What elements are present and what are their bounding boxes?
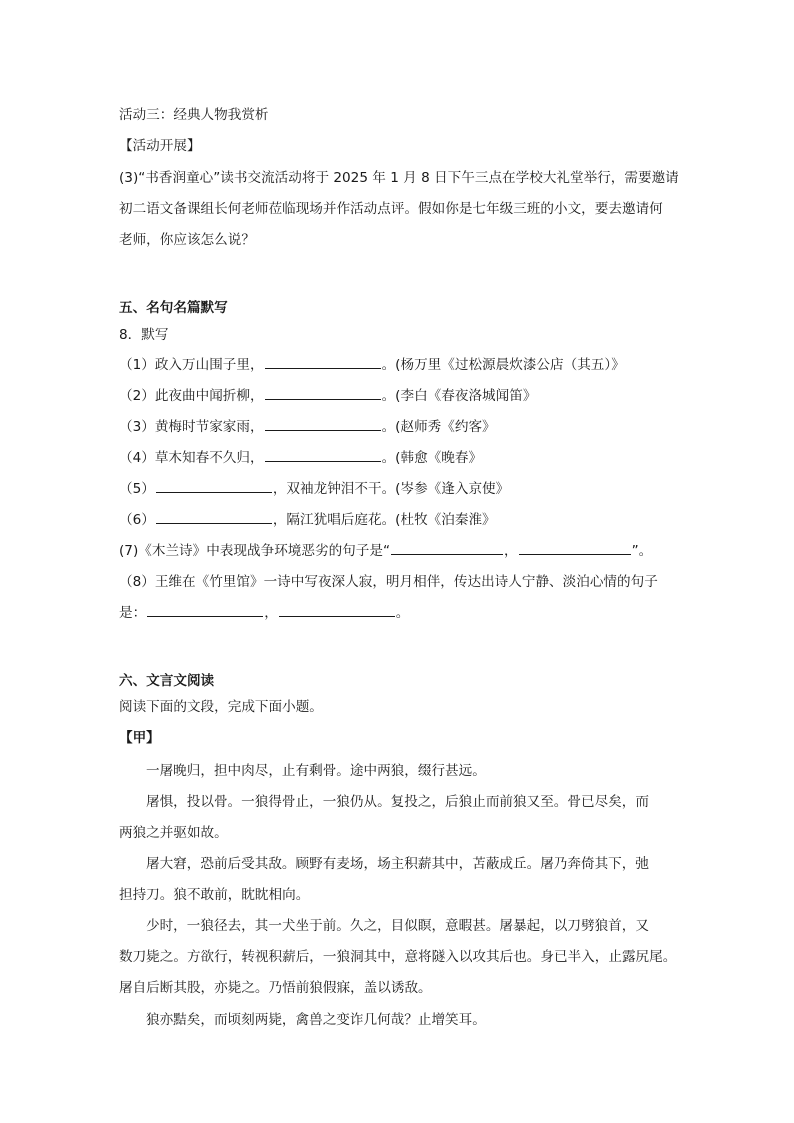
dictation-item-8-line-2	[119, 601, 409, 621]
answer-blank[interactable]	[265, 355, 381, 369]
passage-paragraph-3-line-1: 屠大窘，恐前后受其敌。顾野有麦场，场主积薪其中，苫蔽成丘。屠乃奔倚其下，弛	[146, 856, 649, 872]
item-text-after: ，隔江犹唱后庭花。(杜牧《泊秦淮》	[272, 512, 496, 528]
dictation-item-3	[119, 415, 496, 435]
reading-instruction: 阅读下面的文段，完成下面小题。	[119, 699, 323, 715]
item-text-before: （2）此夜曲中闻折柳，	[119, 388, 264, 404]
passage-paragraph-4-line-2: 数刀毙之。方欲行，转视积薪后，一狼洞其中，意将隧入以攻其后也。身已半入，止露尻尾。	[119, 949, 677, 965]
answer-blank[interactable]	[265, 417, 381, 431]
passage-jia-label: 【甲】	[119, 730, 160, 746]
dictation-item-1	[119, 353, 625, 373]
item-text-after: ，双袖龙钟泪不干。(岑参《逢入京使》	[272, 481, 510, 497]
item-text-after: ”。	[631, 543, 653, 559]
section-6-heading: 六、文言文阅读	[119, 673, 215, 689]
dictation-item-8-line-1: （8）王维在《竹里馆》一诗中写夜深人寂，明月相伴，传达出诗人宁静、淡泊心情的句子	[119, 574, 658, 590]
dictation-item-2	[119, 384, 536, 404]
answer-blank[interactable]	[265, 386, 381, 400]
item-text-after: 。(杨万里《过松源晨炊漆公店（其五）》	[381, 357, 625, 373]
section-5-heading: 五、名句名篇默写	[119, 300, 228, 316]
question-3-line-3: 老师，你应该怎么说？	[119, 232, 255, 248]
passage-paragraph-4-line-1: 少时，一狼径去，其一犬坐于前。久之，目似瞑，意暇甚。屠暴起，以刀劈狼首，又	[146, 918, 649, 934]
item-text-before: （4）草木知春不久归，	[119, 450, 264, 466]
passage-paragraph-2-line-1: 屠惧，投以骨。一狼得骨止，一狼仍从。复投之，后狼止而前狼又至。骨已尽矣，而	[146, 794, 649, 810]
answer-blank[interactable]	[279, 603, 395, 617]
dictation-item-6	[119, 508, 496, 528]
item-text-mid: ，	[503, 543, 518, 559]
passage-paragraph-1: 一屠晚归，担中肉尽，止有剩骨。途中两狼，缀行甚远。	[146, 763, 486, 779]
question-8-label: 8．默写	[119, 327, 169, 343]
passage-paragraph-3-line-2: 担持刀。狼不敢前，眈眈相向。	[119, 887, 310, 903]
dictation-item-4	[119, 446, 482, 466]
item-text-before: (7)《木兰诗》中表现战争环境恶劣的句子是“	[119, 543, 390, 559]
item-text-before: 是：	[119, 605, 147, 621]
passage-paragraph-2-line-2: 两狼之并驱如故。	[119, 825, 228, 841]
question-3-line-1: (3)“书香润童心”读书交流活动将于 2025 年 1 月 8 日下午三点在学校大礼堂举行，需要邀请	[119, 170, 679, 186]
item-text-before: （1）政入万山围子里，	[119, 357, 264, 373]
item-text-after: 。(李白《春夜洛城闻笛》	[381, 388, 537, 404]
item-text-before: （5）	[119, 481, 155, 497]
answer-blank[interactable]	[265, 448, 381, 462]
dictation-item-5	[119, 477, 509, 497]
item-text-after: 。	[395, 605, 410, 621]
activity-title: 活动三：经典人物我赏析	[119, 107, 269, 123]
item-text-after: 。(韩愈《晚春》	[381, 450, 483, 466]
answer-blank[interactable]	[156, 510, 272, 524]
answer-blank[interactable]	[519, 541, 631, 555]
item-text-mid: ，	[264, 605, 278, 621]
passage-paragraph-4-line-3: 屠自后断其股，亦毙之。乃悟前狼假寐，盖以诱敌。	[119, 980, 432, 996]
answer-blank[interactable]	[156, 479, 272, 493]
item-text-before: （3）黄梅时节家家雨，	[119, 419, 264, 435]
item-text-before: （6）	[119, 512, 155, 528]
answer-blank[interactable]	[391, 541, 503, 555]
answer-blank[interactable]	[147, 603, 263, 617]
activity-bracket-label: 【活动开展】	[119, 138, 201, 154]
item-text-after: 。(赵师秀《约客》	[381, 419, 496, 435]
dictation-item-7	[119, 539, 652, 559]
question-3-line-2: 初二语文备课组长何老师莅临现场并作活动点评。假如你是七年级三班的小文，要去邀请何	[119, 201, 663, 217]
passage-paragraph-5: 狼亦黠矣，而顷刻两毙，禽兽之变诈几何哉？止增笑耳。	[146, 1012, 486, 1028]
